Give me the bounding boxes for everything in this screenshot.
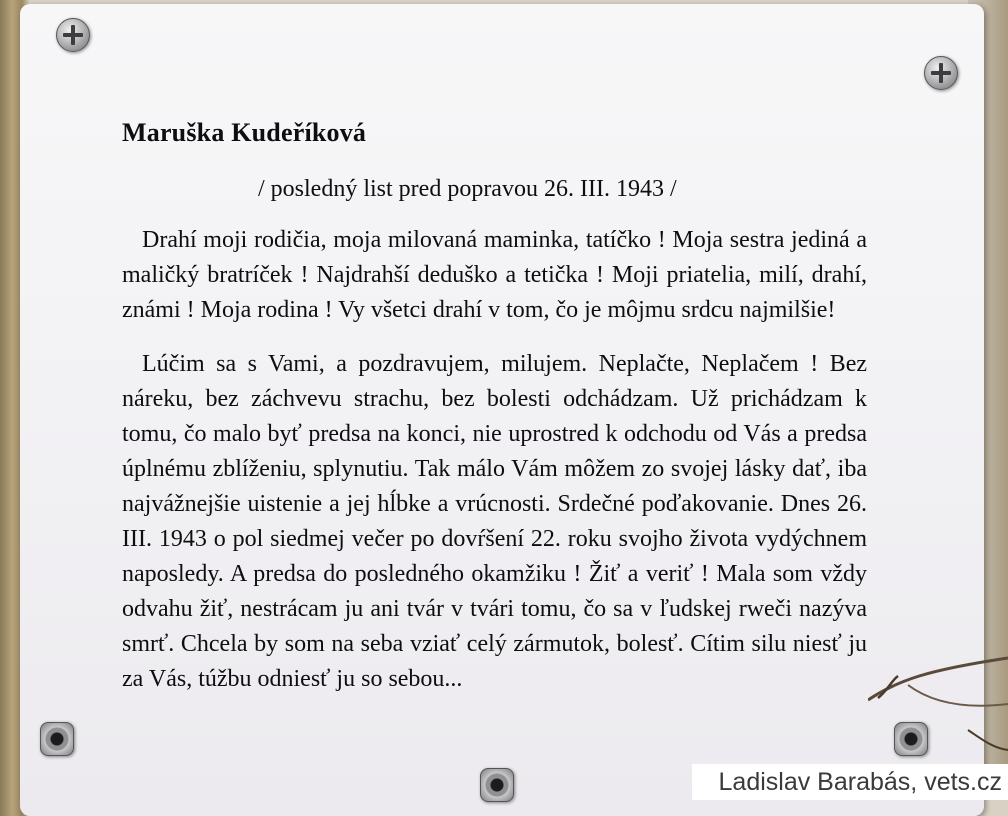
photo-credit: Ladislav Barabás, vets.cz (692, 764, 1008, 800)
letter-paragraph-2: Lúčim sa s Vami, a pozdravujem, milujem. Neplačte, Neplačem ! Bez náreku, bez záchvevu strachu, bez bolesti odchádzam. Už prichádzam k tomu, čo malo byť predsa na konci, nie uprostred k odchodu od Vás a predsa úplnému zblíženiu, splynutiu. Tak málo Vám môžem zo svojej lásky dať, iba najvážnejšie uistenie a jej hĺbke a vrúcnosti. Srdečné poďakovanie. Dnes 26. III. 1943 o pol siedmej večer po dovŕšení 22. roku svojho života vydýchnem naposledy. A predsa do posledného okamžiku ! Žiť a veriť ! Mala som vždy odvahu žiť, nestrácam ju ani tvár v tvári tomu, čo sa v ľudskej rweči nazýva smrť. Chcela by som na seba vziať celý zármutok, bolesť. Cítim silu niesť ju za Vás, túžbu odniesť ju so sebou... (122, 351, 867, 692)
memorial-plaque (20, 4, 984, 816)
wire-twig-icon (868, 640, 1008, 760)
nut-icon (480, 768, 514, 802)
nut-icon (40, 722, 74, 756)
plaque-text (122, 118, 867, 697)
screw-icon (924, 56, 958, 90)
screw-icon (56, 18, 90, 52)
letter-paragraph-1: Drahí moji rodičia, moja milovaná maminka, tatíčko ! Moja sestra jediná a maličký bratríček ! Najdrahší deduško a tetička ! Moji priatelia, milí, drahí, známi ! Moja rodina ! Vy všetci drahí v tom, čo je môjmu srdcu najmilšie! (122, 227, 867, 323)
plaque-subtitle: / posledný list pred popravou 26. III. 1943 / (258, 176, 677, 202)
plaque-title: Maruška Kudeříková (122, 118, 367, 147)
